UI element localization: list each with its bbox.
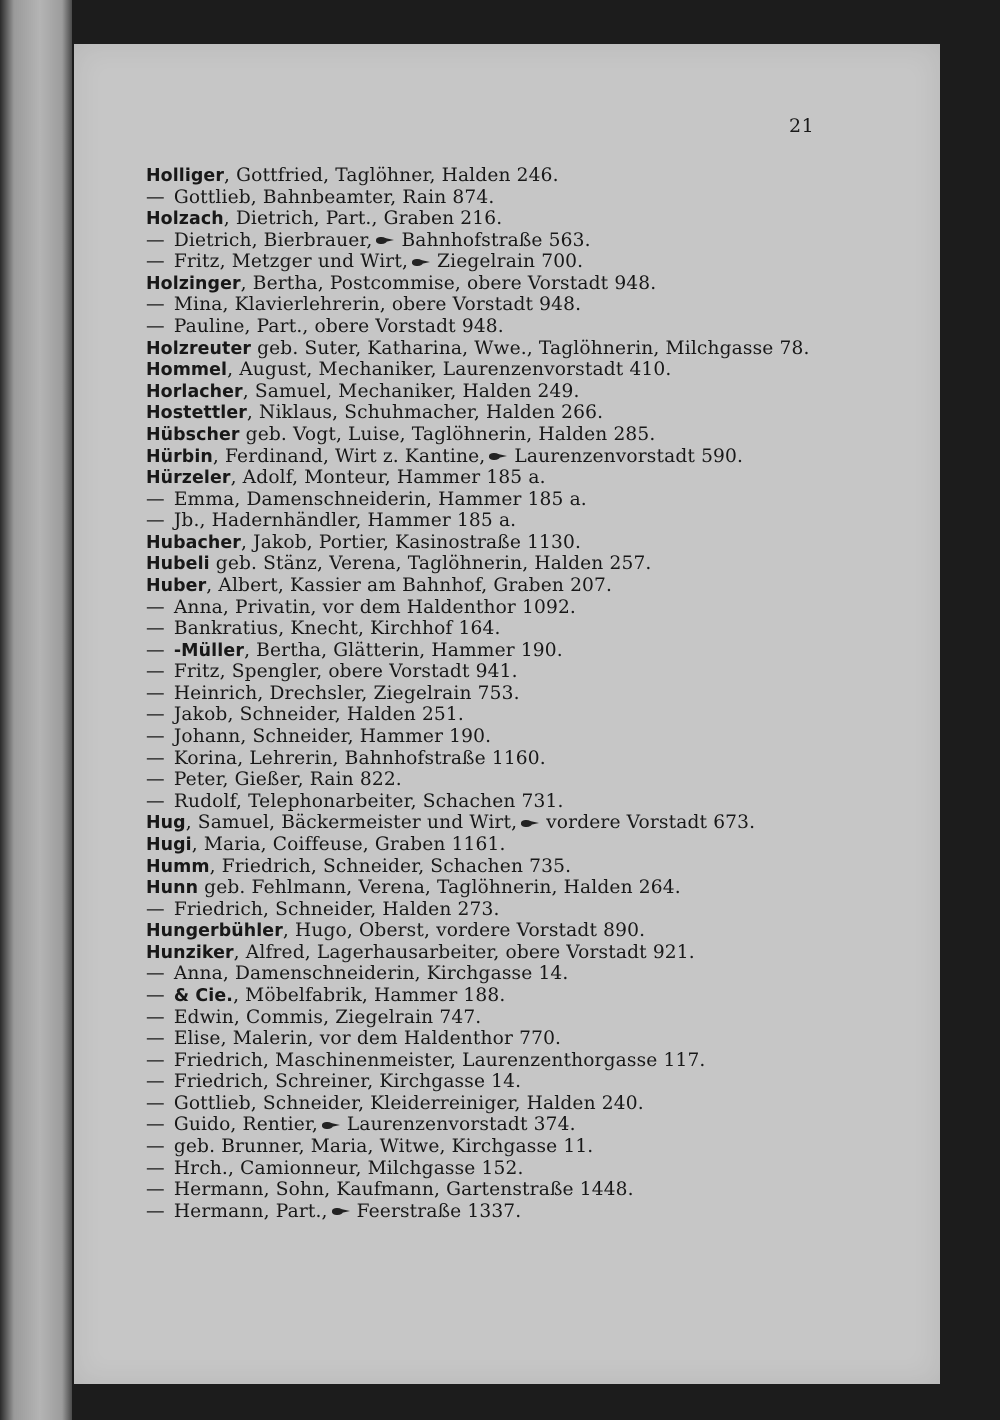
repeat-dash: —: [146, 1114, 171, 1136]
entry-details: Jakob, Schneider, Halden 251.: [173, 704, 464, 726]
entry-details: Bankratius, Knecht, Kirchhof 164.: [173, 618, 501, 640]
repeat-dash: —: [146, 661, 171, 683]
directory-entry: [146, 424, 836, 446]
repeat-dash: —: [146, 984, 171, 1006]
repeat-dash: —: [146, 769, 171, 791]
repeat-dash: —: [146, 1049, 171, 1071]
entry-details: Gottlieb, Schneider, Kleiderreiniger, Halden 240.: [173, 1092, 644, 1114]
repeat-dash: —: [146, 726, 171, 748]
repeat-dash: —: [146, 294, 171, 316]
directory-entry: [146, 1093, 836, 1115]
entry-details: Mina, Klavierlehrerin, obere Vorstadt 948.: [173, 294, 582, 316]
entry-details: , Samuel, Bäckermeister und Wirt,: [185, 812, 518, 834]
directory-entry: [146, 748, 836, 770]
surname: Hubacher: [146, 532, 241, 553]
entry-details: , Hugo, Oberst, vordere Vorstadt 890.: [282, 920, 646, 942]
entry-details: Rudolf, Telephonarbeiter, Schachen 731.: [173, 790, 564, 812]
directory-entry: [146, 963, 836, 985]
entry-details: , Bertha, Postcommise, obere Vorstadt 948.: [240, 272, 657, 294]
entry-details: Anna, Damenschneiderin, Kirchgasse 14.: [173, 963, 569, 985]
entry-address: Feerstraße 1337.: [356, 1200, 522, 1222]
entry-details: Anna, Privatin, vor dem Haldenthor 1092.: [173, 596, 576, 618]
entry-details: , Gottfried, Taglöhner, Halden 246.: [224, 165, 559, 186]
repeat-dash: —: [146, 1028, 171, 1050]
surname: Horlacher: [146, 381, 243, 402]
telephone-hand-icon: [412, 258, 431, 267]
entry-details: , Dietrich, Part., Graben 216.: [223, 208, 503, 230]
surname: Huber: [146, 575, 207, 596]
directory-entry: [146, 230, 836, 252]
entry-details: Edwin, Commis, Ziegelrain 747.: [173, 1006, 482, 1028]
repeat-dash: —: [146, 618, 171, 640]
directory-entry: [146, 812, 836, 834]
directory-entry: [146, 1158, 836, 1180]
surname: Hubeli: [146, 554, 210, 575]
entry-address: Laurenzenvorstadt 374.: [346, 1114, 576, 1136]
entry-details: , Jakob, Portier, Kasinostraße 1130.: [240, 531, 582, 553]
repeat-dash: —: [146, 747, 171, 769]
directory-entry: [146, 661, 836, 683]
directory-entry: [146, 1179, 836, 1201]
entry-address: vordere Vorstadt 673.: [546, 812, 756, 834]
repeat-dash: —: [146, 186, 171, 208]
entry-address: Ziegelrain 700.: [437, 251, 584, 273]
entry-details: , Ferdinand, Wirt z. Kantine,: [212, 445, 486, 467]
entry-details: Friedrich, Schreiner, Kirchgasse 14.: [173, 1071, 522, 1093]
surname: Holliger: [146, 166, 225, 186]
directory-entry: [146, 294, 836, 316]
entry-details: Heinrich, Drechsler, Ziegelrain 753.: [173, 682, 520, 704]
entry-details: , August, Mechaniker, Laurenzenvorstadt 410.: [227, 359, 672, 381]
directory-entry: [146, 402, 836, 424]
surname: Hunn: [146, 878, 199, 899]
entry-details: , Albert, Kassier am Bahnhof, Graben 207.: [206, 574, 613, 596]
entry-details: geb. Stänz, Verena, Taglöhnerin, Halden 257.: [209, 553, 652, 575]
directory-entry: [146, 597, 836, 619]
repeat-dash: —: [146, 488, 171, 510]
repeat-dash: —: [146, 316, 171, 338]
entry-details: geb. Fehlmann, Verena, Taglöhnerin, Halden 264.: [198, 877, 681, 899]
repeat-dash: —: [146, 1092, 171, 1114]
entry-details: Korina, Lehrerin, Bahnhofstraße 1160.: [173, 747, 546, 769]
repeat-dash: —: [146, 1179, 171, 1201]
entry-details: Hermann, Sohn, Kaufmann, Gartenstraße 1448.: [173, 1179, 634, 1201]
surname: Humm: [146, 856, 210, 877]
surname: Hostettler: [146, 403, 247, 424]
book-spine-edge: [0, 0, 72, 1420]
repeat-dash: —: [146, 1006, 171, 1028]
entry-details: , Maria, Coiffeuse, Graben 1161.: [191, 833, 506, 855]
entry-details: Jb., Hadernhändler, Hammer 185 a.: [173, 510, 517, 532]
directory-entry: [146, 1071, 836, 1093]
repeat-dash: —: [146, 251, 171, 273]
entry-details: Friedrich, Schneider, Halden 273.: [173, 898, 500, 920]
surname: Holzach: [146, 209, 224, 230]
entry-details: , Adolf, Monteur, Hammer 185 a.: [230, 467, 546, 489]
repeat-dash: —: [146, 704, 171, 726]
directory-entry: [146, 1007, 836, 1029]
directory-entry: [146, 273, 836, 295]
entry-details: , Friedrich, Schneider, Schachen 735.: [209, 855, 572, 877]
directory-entry: [146, 942, 836, 964]
directory-entry: [146, 467, 836, 489]
directory-entry: [146, 1028, 836, 1050]
repeat-dash: —: [146, 1157, 171, 1179]
directory-entry: [146, 251, 836, 273]
repeat-dash: —: [146, 229, 171, 251]
directory-entry: [146, 1136, 836, 1158]
surname: Hürzeler: [146, 468, 231, 489]
surname: Hürbin: [146, 446, 213, 467]
directory-entry: [146, 208, 836, 230]
surname: Hunziker: [146, 942, 234, 963]
entry-details: Friedrich, Maschinenmeister, Laurenzenthorgasse 117.: [173, 1049, 706, 1071]
entry-details: Dietrich, Bierbrauer,: [173, 229, 373, 251]
directory-entry: [146, 985, 836, 1007]
repeat-dash: —: [146, 682, 171, 704]
directory-entry: [146, 446, 836, 468]
directory-entry: [146, 769, 836, 791]
entry-details: Hrch., Camionneur, Milchgasse 152.: [173, 1157, 524, 1179]
directory-entry: [146, 532, 836, 554]
entry-details: Hermann, Part.,: [173, 1200, 328, 1222]
repeat-dash: —: [146, 1071, 171, 1093]
directory-entry: [146, 359, 836, 381]
bold-name-part: & Cie.: [173, 985, 234, 1006]
repeat-dash: —: [146, 1200, 171, 1222]
directory-entry: [146, 704, 836, 726]
directory-entry: [146, 726, 836, 748]
entry-details: Elise, Malerin, vor dem Haldenthor 770.: [173, 1028, 562, 1050]
repeat-dash: —: [146, 898, 171, 920]
directory-entry: [146, 553, 836, 575]
directory-entry: [146, 1201, 836, 1223]
directory-entry: [146, 338, 836, 360]
directory-entry: [146, 489, 836, 511]
entry-details: geb. Suter, Katharina, Wwe., Taglöhnerin, Milchgasse 78.: [251, 337, 810, 359]
directory-entry: [146, 640, 836, 662]
directory-entry: [146, 877, 836, 899]
telephone-hand-icon: [332, 1207, 351, 1216]
telephone-hand-icon: [376, 236, 395, 245]
directory-entry: [146, 1114, 836, 1136]
repeat-dash: —: [146, 510, 171, 532]
surname: Holzinger: [146, 273, 241, 294]
directory-entry: [146, 1050, 836, 1072]
repeat-dash: —: [146, 639, 171, 661]
entry-details: geb. Vogt, Luise, Taglöhnerin, Halden 285.: [239, 423, 656, 445]
entry-details: , Samuel, Mechaniker, Halden 249.: [242, 380, 580, 402]
repeat-dash: —: [146, 596, 171, 618]
directory-entry: [146, 381, 836, 403]
directory-entry: [146, 791, 836, 813]
entry-details: Johann, Schneider, Hammer 190.: [173, 726, 492, 748]
entry-details: Emma, Damenschneiderin, Hammer 185 a.: [173, 488, 587, 510]
telephone-hand-icon: [322, 1121, 341, 1130]
telephone-hand-icon: [521, 819, 540, 828]
entry-details: Pauline, Part., obere Vorstadt 948.: [173, 316, 504, 338]
directory-entries: [146, 165, 836, 1222]
repeat-dash: —: [146, 1136, 171, 1158]
entry-details: Peter, Gießer, Rain 822.: [173, 769, 402, 791]
repeat-dash: —: [146, 963, 171, 985]
repeat-dash: —: [146, 790, 171, 812]
directory-entry: [146, 899, 836, 921]
surname: Hommel: [146, 360, 228, 381]
entry-details: , Alfred, Lagerhausarbeiter, obere Vorstadt 921.: [233, 941, 695, 963]
page-number: 21: [789, 115, 815, 137]
entry-details: , Möbelfabrik, Hammer 188.: [233, 984, 506, 1006]
entry-details: Gottlieb, Bahnbeamter, Rain 874.: [173, 186, 495, 208]
surname: Holzreuter: [146, 338, 252, 359]
entry-details: Fritz, Metzger und Wirt,: [173, 251, 409, 273]
entry-details: , Niklaus, Schuhmacher, Halden 266.: [246, 402, 604, 424]
bold-name-part: -Müller: [173, 640, 245, 661]
entry-details: geb. Brunner, Maria, Witwe, Kirchgasse 11.: [173, 1136, 594, 1158]
directory-entry: [146, 575, 836, 597]
entry-details: , Bertha, Glätterin, Hammer 190.: [244, 639, 563, 661]
directory-entry: [146, 856, 836, 878]
surname: Hübscher: [146, 424, 240, 445]
surname: Hungerbühler: [146, 921, 283, 942]
entry-details: Guido, Rentier,: [173, 1114, 318, 1136]
directory-entry: [146, 187, 836, 209]
entry-address: Laurenzenvorstadt 590.: [514, 445, 744, 467]
directory-entry: [146, 683, 836, 705]
surname: Hug: [146, 813, 186, 834]
directory-entry: [146, 165, 836, 187]
directory-entry: [146, 920, 836, 942]
directory-entry: [146, 834, 836, 856]
surname: Hugi: [146, 834, 192, 855]
entry-details: Fritz, Spengler, obere Vorstadt 941.: [173, 661, 518, 683]
directory-entry: [146, 316, 836, 338]
telephone-hand-icon: [489, 452, 508, 461]
entry-address: Bahnhofstraße 563.: [401, 229, 591, 251]
directory-entry: [146, 618, 836, 640]
directory-entry: [146, 510, 836, 532]
